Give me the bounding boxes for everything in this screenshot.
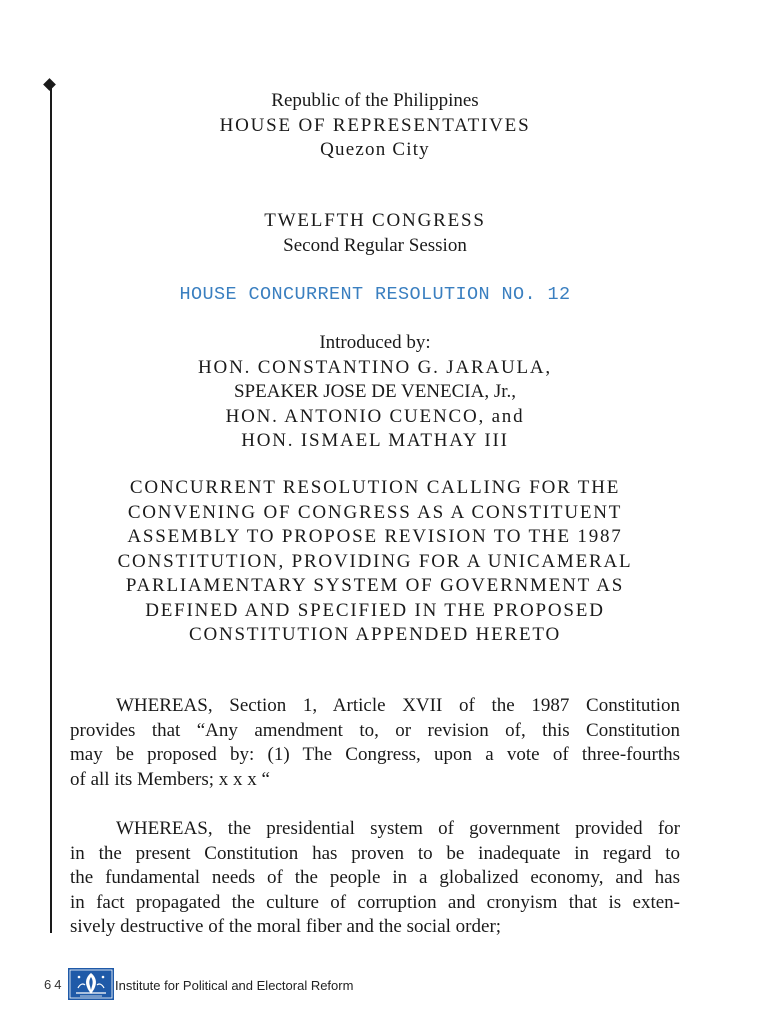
title-line: CONSTITUTION APPENDED HERETO — [189, 624, 561, 645]
paragraph-line: sively destructive of the moral fiber and the social order; — [70, 916, 502, 937]
title-line: ASSEMBLY TO PROPOSE REVISION TO THE 1987 — [127, 526, 623, 547]
diamond-marker — [43, 78, 56, 91]
paragraph-line: provides that “Any amendment to, or revision of, this Constitution — [70, 719, 680, 741]
congress-block — [100, 209, 650, 258]
paragraph-line: WHEREAS, Section 1, Article XVII of the 1987 Constitution — [116, 695, 680, 716]
whereas-paragraph — [70, 817, 680, 940]
introduced-block — [100, 331, 650, 454]
author-line: HON. ISMAEL MATHAY III — [241, 430, 509, 451]
title-line: PARLIAMENTARY SYSTEM OF GOVERNMENT AS — [125, 575, 625, 596]
resolution-title — [80, 476, 670, 648]
header-block — [100, 89, 650, 163]
author-line: HON. CONSTANTINO G. JARAULA, — [198, 356, 552, 378]
title-line: DEFINED AND SPECIFIED IN THE PROPOSED — [145, 599, 605, 621]
page-footer — [44, 968, 444, 1000]
paragraph-line: in the present Constitution has proven to be inadequate in regard to — [70, 842, 680, 864]
session-line: Second Regular Session — [283, 234, 467, 256]
institute-name: Institute for Political and Electoral Reform — [115, 978, 354, 993]
paragraph-line: of all its Members; x x x “ — [70, 768, 270, 790]
title-line: CONVENING OF CONGRESS AS A CONSTITUENT — [127, 501, 623, 523]
republic-line: Republic of the Philippines — [271, 90, 479, 111]
whereas-paragraph — [70, 694, 680, 792]
city-line: Quezon City — [320, 139, 430, 160]
resolution-number: HOUSE CONCURRENT RESOLUTION NO. 12 — [179, 284, 571, 305]
paragraph-line: in fact propagated the culture of corruption and cronyism that is exten- — [70, 891, 680, 913]
page-number: 64 — [44, 977, 65, 992]
paragraph-line: may be proposed by: (1) The Congress, upon a vote of three-fourths — [70, 744, 680, 765]
author-line: SPEAKER JOSE DE VENECIA, Jr., — [233, 381, 517, 402]
title-line: CONSTITUTION, PROVIDING FOR A UNICAMERAL — [117, 550, 633, 572]
ipear-logo-icon — [68, 968, 114, 1000]
paragraph-line: WHEREAS, the presidential system of government provided for — [116, 818, 680, 839]
margin-rule — [50, 86, 52, 933]
paragraph-line: the fundamental needs of the people in a globalized economy, and has — [70, 867, 680, 888]
introduced-label: Introduced by: — [319, 332, 431, 353]
house-line: HOUSE OF REPRESENTATIVES — [219, 114, 531, 136]
author-line: HON. ANTONIO CUENCO, and — [225, 405, 525, 427]
title-line: CONCURRENT RESOLUTION CALLING FOR THE — [129, 477, 621, 498]
congress-line: TWELFTH CONGRESS — [264, 210, 486, 231]
